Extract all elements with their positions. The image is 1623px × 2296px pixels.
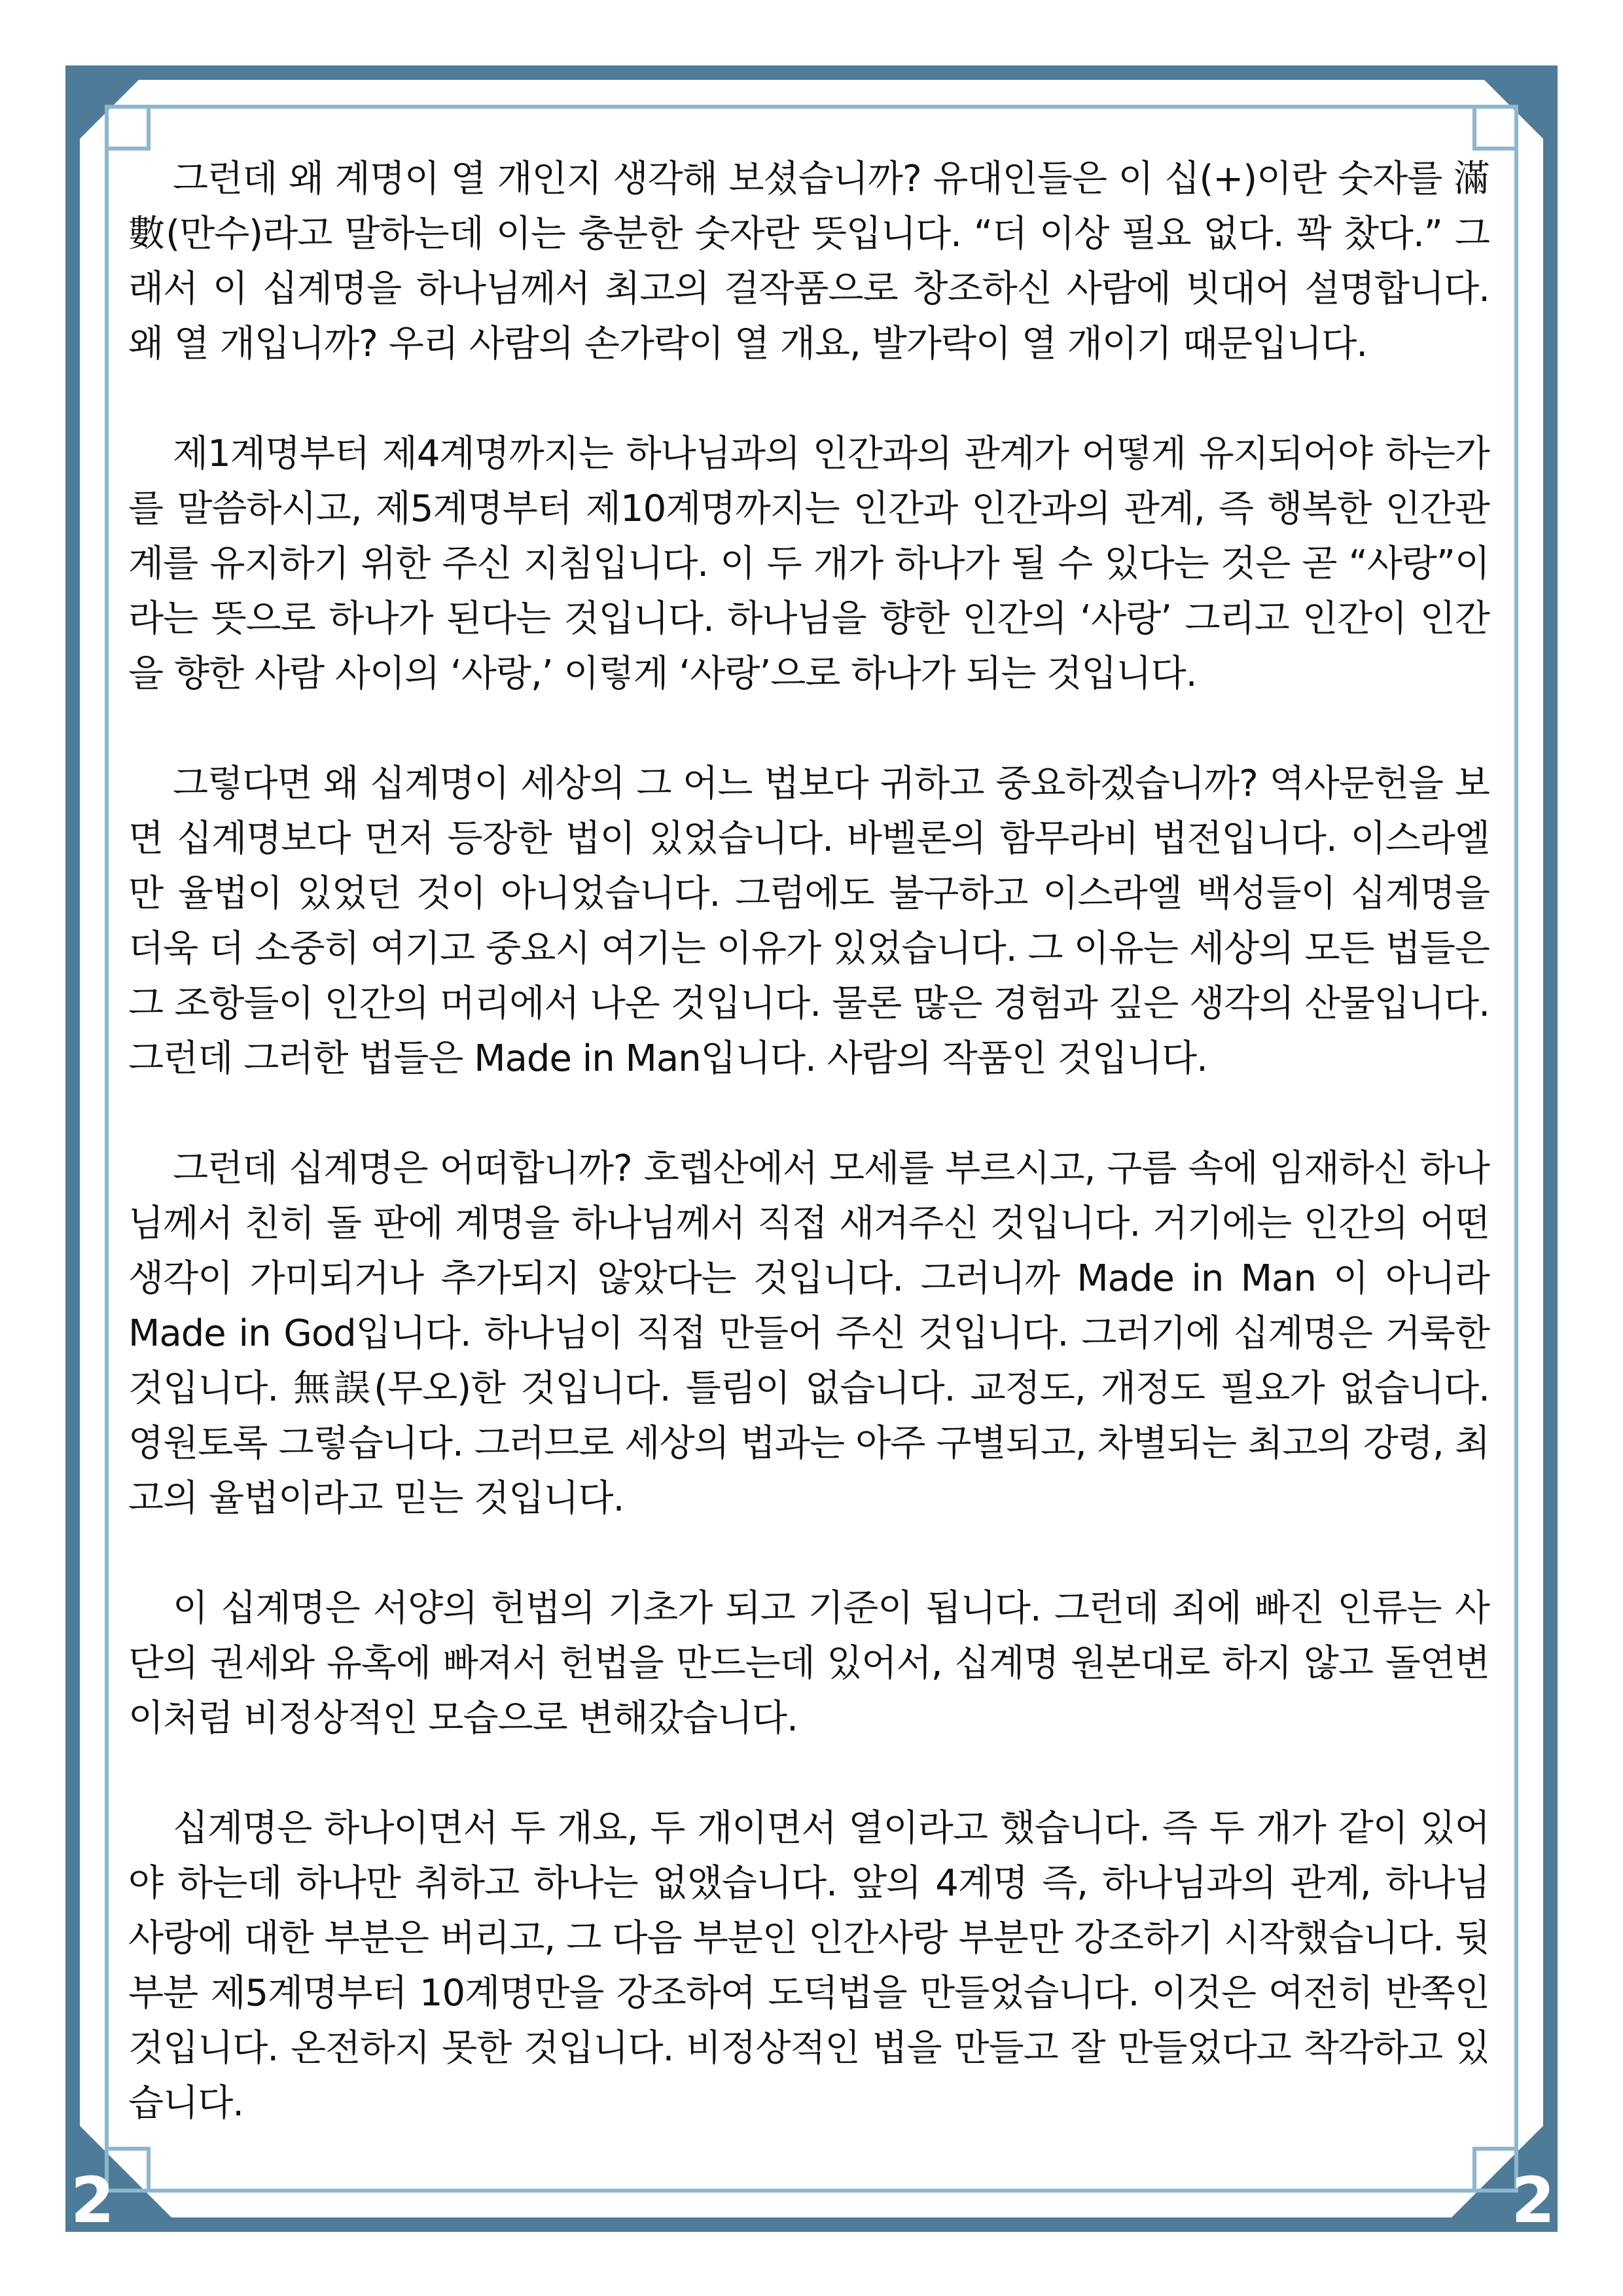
paragraph: 십계명은 하나이면서 두 개요, 두 개이면서 열이라고 했습니다. 즉 두 개가 같이 있어야 하는데 하나만 취하고 하나는 없앴습니다. 앞의 4계명 즉, 하나님과의 관계, 하나님 사랑에 대한 부분은 버리고, 그 다음 부분인 인간사랑 부분만 강조하기 시작했습니다. 뒷 부분 제5계명부터 10계명만을 강조하여 도덕법을 만들었습니다. 이것은 여전히 반쪽인 것입니다. 온전하지 못한 것입니다. 비정상적인 법을 만들고 잘 만들었다고 착각하고 있습니다. [128, 1807, 1489, 2125]
page-number-left: 2 [71, 2164, 115, 2237]
document-body [128, 152, 1489, 2131]
paragraph: 그렇다면 왜 십계명이 세상의 그 어느 법보다 귀하고 중요하겠습니까? 역사문헌을 보면 십계명보다 먼저 등장한 법이 있었습니다. 바벨론의 함무라비 법전입니다. 이스라엘만 율법이 있었던 것이 아니었습니다. 그럼에도 불구하고 이스라엘 백성들이 십계명을 더욱 더 소중히 여기고 중요시 여기는 이유가 있었습니다. 그 이유는 세상의 모든 법들은 그 조항들이 인간의 머리에서 나온 것입니다. 물론 많은 경험과 깊은 생각의 산물입니다. 그런데 그러한 법들은 Made in Man입니다. 사람의 작품인 것입니다. [128, 762, 1489, 1080]
corner-key-top-left [105, 105, 151, 151]
paragraph: 그런데 십계명은 어떠합니까? 호렙산에서 모세를 부르시고, 구름 속에 임재하신 하나님께서 친히 돌 판에 계명을 하나님께서 직접 새겨주신 것입니다. 거기에는 인간의 어떤 생각이 가미되거나 추가되지 않았다는 것입니다. 그러니까 Made in Man 이 아니라 Made in God입니다. 하나님이 직접 만들어 주신 것입니다. 그러기에 십계명은 거룩한 것입니다. 無誤(무오)한 것입니다. 틀림이 없습니다. 교정도, 개정도 필요가 없습니다. 영원토록 그렇습니다. 그러므로 세상의 법과는 아주 구별되고, 차별되는 최고의 강령, 최고의 율법이라고 믿는 것입니다. [128, 1147, 1489, 1520]
page-number-right: 2 [1511, 2164, 1555, 2237]
paragraph: 그런데 왜 계명이 열 개인지 생각해 보셨습니까? 유대인들은 이 십(+)이란 숫자를 滿數(만수)라고 말하는데 이는 충분한 숫자란 뜻입니다. “더 이상 필요 없다. 꽉 찼다.” 그래서 이 십계명을 하나님께서 최고의 걸작품으로 창조하신 사람에 빗대어 설명합니다. 왜 열 개입니까? 우리 사람의 손가락이 열 개요, 발가락이 열 개이기 때문입니다. [128, 158, 1489, 365]
corner-key-top-right [1472, 105, 1518, 151]
paragraph: 제1계명부터 제4계명까지는 하나님과의 인간과의 관계가 어떻게 유지되어야 하는가를 말씀하시고, 제5계명부터 제10계명까지는 인간과 인간과의 관계, 즉 행복한 인간관계를 유지하기 위한 주신 지침입니다. 이 두 개가 하나가 될 수 있다는 것은 곧 “사랑”이라는 뜻으로 하나가 된다는 것입니다. 하나님을 향한 인간의 ‘사랑’ 그리고 인간이 인간을 향한 사람 사이의 ‘사랑,’ 이렇게 ‘사랑’으로 하나가 되는 것입니다. [128, 433, 1489, 695]
paragraph: 이 십계명은 서양의 헌법의 기초가 되고 기준이 됩니다. 그런데 죄에 빠진 인류는 사단의 권세와 유혹에 빠져서 헌법을 만드는데 있어서, 십계명 원본대로 하지 않고 돌연변이처럼 비정상적인 모습으로 변해갔습니다. [128, 1587, 1489, 1740]
